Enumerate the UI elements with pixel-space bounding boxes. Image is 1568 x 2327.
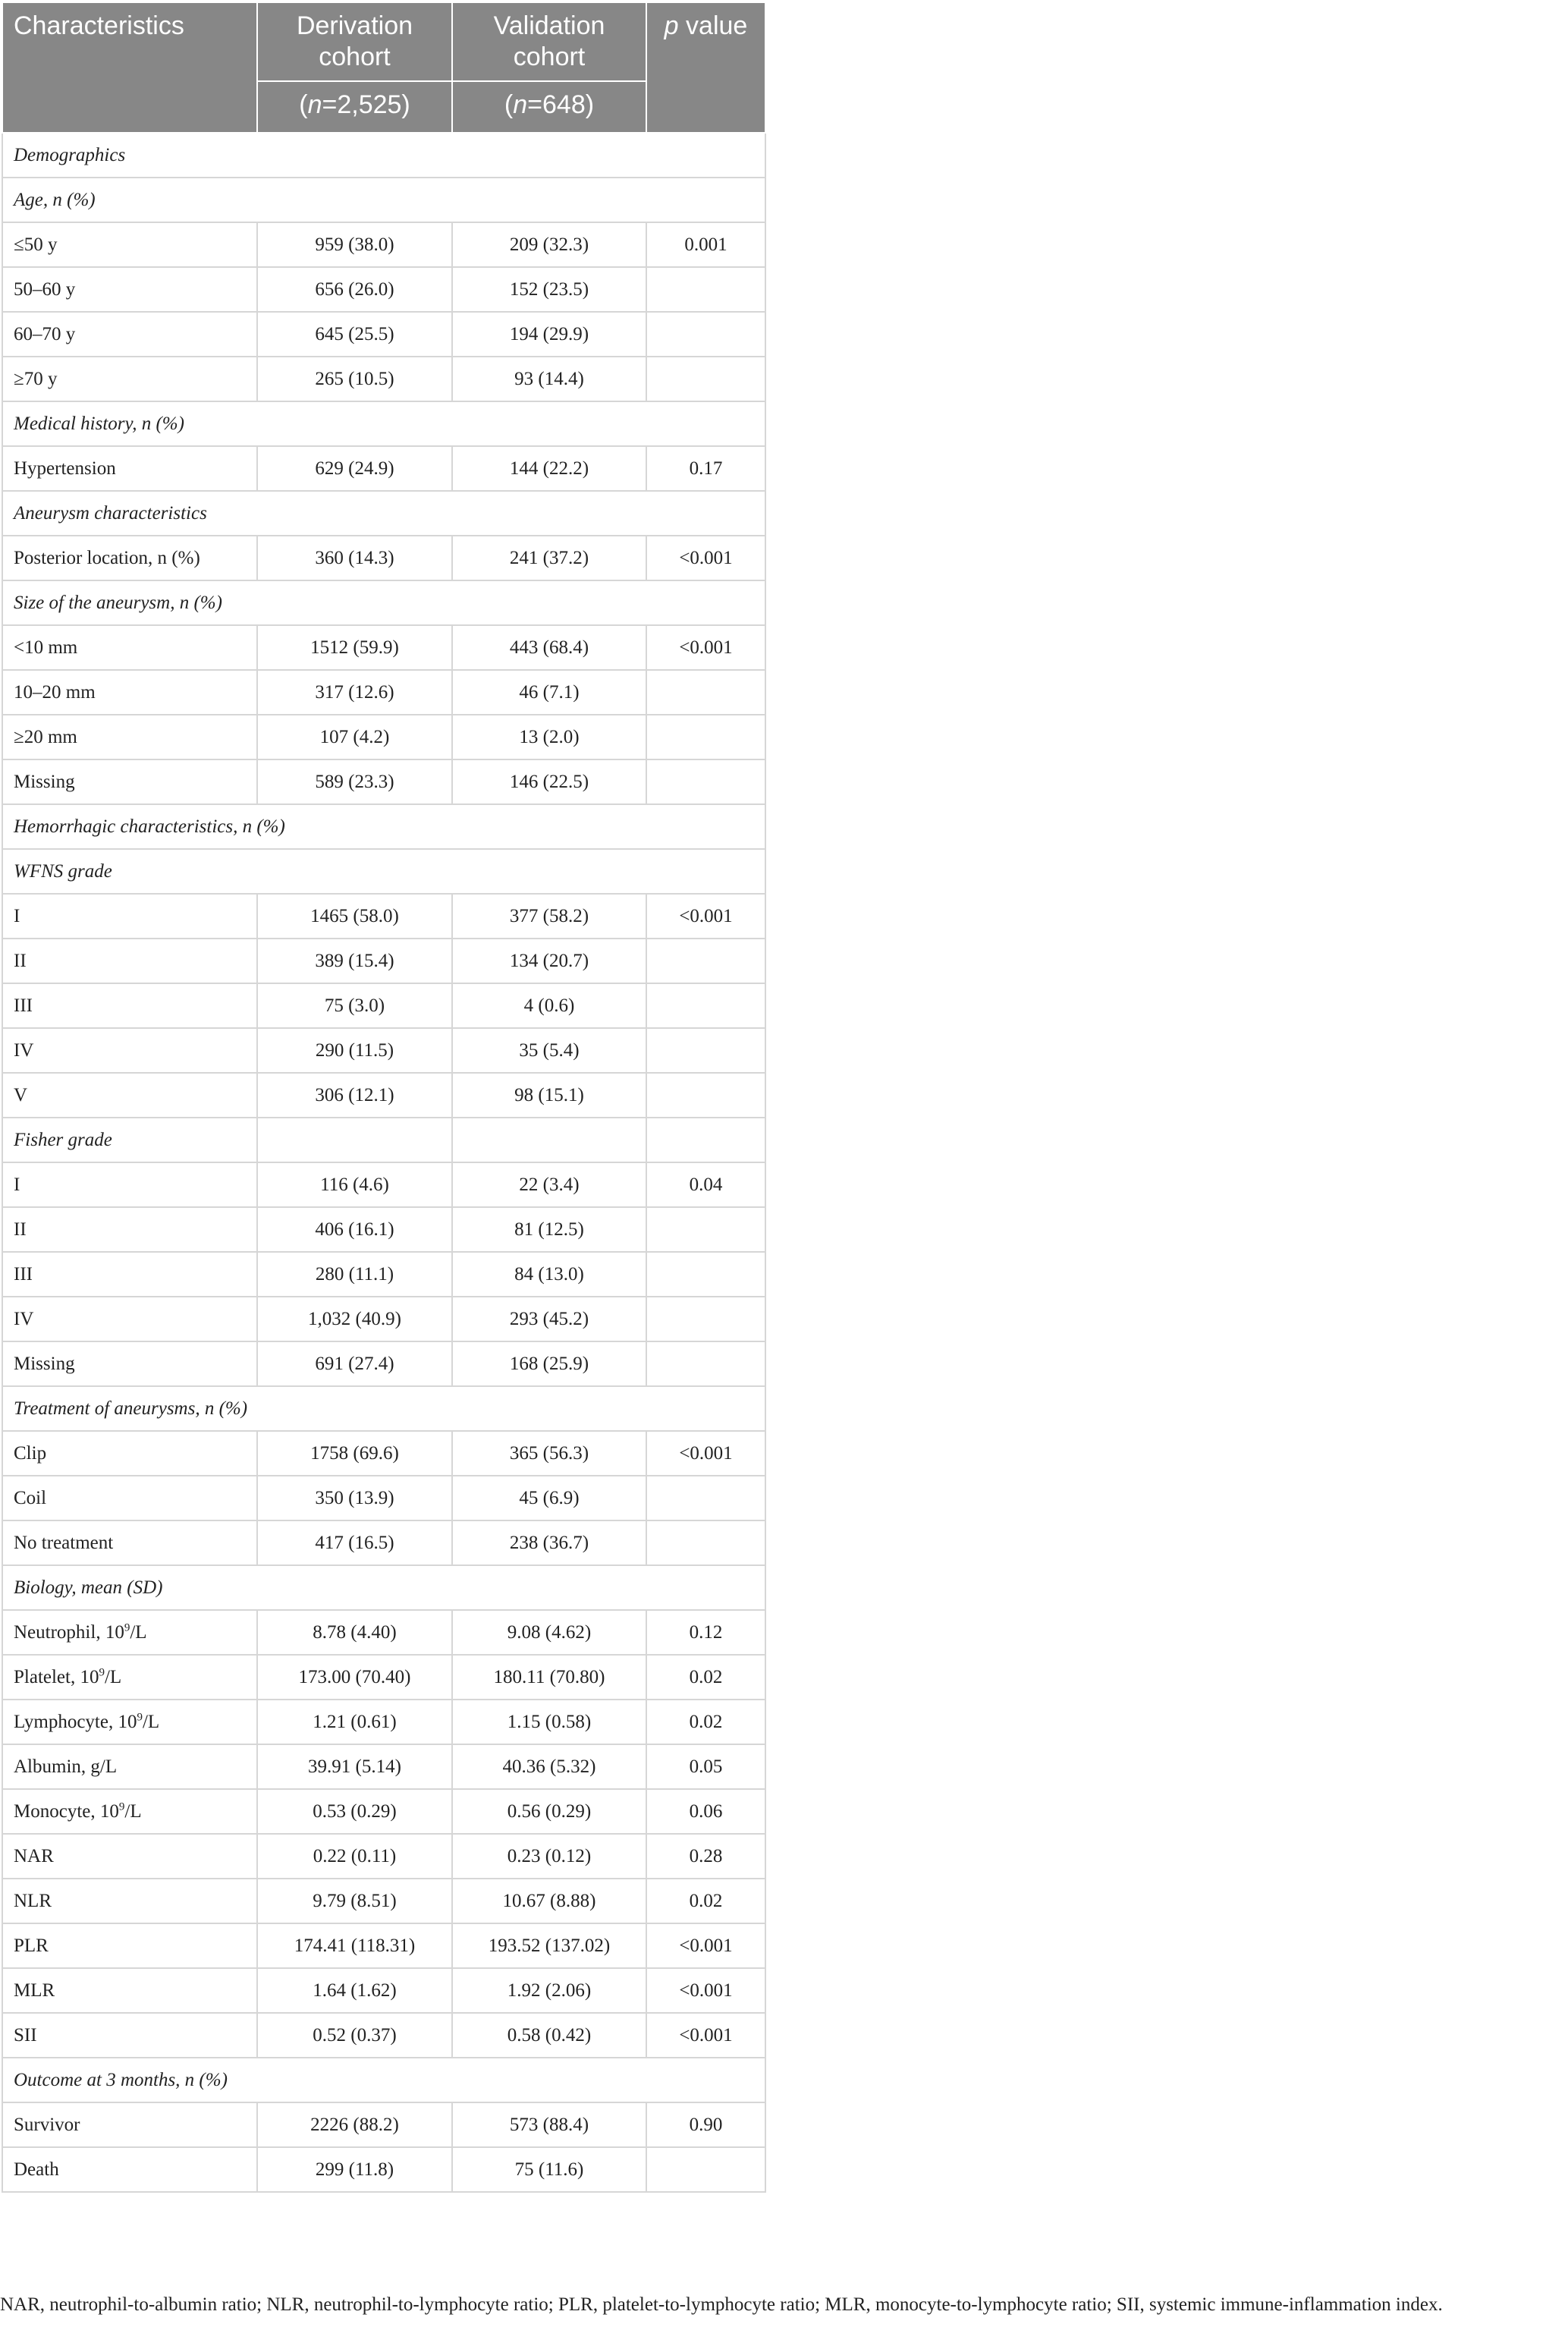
table-row xyxy=(2,1923,765,1968)
validation-cell: 152 (23.5) xyxy=(452,267,646,312)
p-value-cell xyxy=(646,1341,765,1386)
p-value-cell: 0.02 xyxy=(646,1655,765,1700)
row-label-text: Lymphocyte, 10 xyxy=(14,1711,137,1732)
row-label-text: Neutrophil, 10 xyxy=(14,1621,124,1643)
characteristics-table xyxy=(2,2,766,2193)
derivation-cell: 306 (12.1) xyxy=(257,1073,452,1118)
validation-cell: 9.08 (4.62) xyxy=(452,1610,646,1655)
row-label xyxy=(2,759,257,804)
p-value-cell: 0.90 xyxy=(646,2102,765,2147)
row-label xyxy=(2,1028,257,1073)
validation-cell: 98 (15.1) xyxy=(452,1073,646,1118)
p-value-cell xyxy=(646,759,765,804)
row-label-text: MLR xyxy=(14,1980,55,2001)
validation-cell: 45 (6.9) xyxy=(452,1476,646,1520)
row-label xyxy=(2,1834,257,1879)
validation-cell: 4 (0.6) xyxy=(452,983,646,1028)
p-value-cell xyxy=(646,1118,765,1162)
row-label xyxy=(2,983,257,1028)
header-characteristics: Characteristics xyxy=(2,2,257,133)
table-row xyxy=(2,1610,765,1655)
row-label xyxy=(2,939,257,983)
row-label-unit: /L xyxy=(130,1621,147,1643)
validation-cell xyxy=(452,1118,646,1162)
row-label-text: I xyxy=(14,905,20,926)
row-label-text: Coil xyxy=(14,1487,47,1508)
section-row xyxy=(2,804,765,849)
derivation-cell: 959 (38.0) xyxy=(257,222,452,267)
section-label: Biology, mean (SD) xyxy=(2,1565,765,1610)
row-label-text: V xyxy=(14,1084,28,1105)
derivation-cell: 299 (11.8) xyxy=(257,2147,452,2192)
table-row xyxy=(2,1520,765,1565)
row-label xyxy=(2,1879,257,1923)
validation-cell: 168 (25.9) xyxy=(452,1341,646,1386)
table-row xyxy=(2,1700,765,1744)
row-label-text: II xyxy=(14,1219,27,1240)
validation-cell: 46 (7.1) xyxy=(452,670,646,715)
table-row xyxy=(2,2147,765,2192)
table-row xyxy=(2,357,765,401)
table-row xyxy=(2,1789,765,1834)
derivation-cell: 0.53 (0.29) xyxy=(257,1789,452,1834)
table-row xyxy=(2,222,765,267)
derivation-cell: 645 (25.5) xyxy=(257,312,452,357)
row-label-text: I xyxy=(14,1174,20,1195)
validation-cell: 0.56 (0.29) xyxy=(452,1789,646,1834)
derivation-cell: 406 (16.1) xyxy=(257,1207,452,1252)
row-label xyxy=(2,1655,257,1700)
validation-cell: 0.58 (0.42) xyxy=(452,2013,646,2058)
table-row xyxy=(2,1297,765,1341)
section-label: Hemorrhagic characteristics, n (%) xyxy=(2,804,765,849)
section-label: WFNS grade xyxy=(2,849,765,894)
row-label xyxy=(2,2147,257,2192)
derivation-cell: 265 (10.5) xyxy=(257,357,452,401)
table-row xyxy=(2,1968,765,2013)
p-value-cell: 0.05 xyxy=(646,1744,765,1789)
p-value-cell xyxy=(646,1297,765,1341)
p-value-cell: 0.17 xyxy=(646,446,765,491)
derivation-cell: 1512 (59.9) xyxy=(257,625,452,670)
header-validation-n xyxy=(452,81,646,133)
p-value-cell: 0.28 xyxy=(646,1834,765,1879)
row-label xyxy=(2,1700,257,1744)
section-row xyxy=(2,2058,765,2102)
table-row xyxy=(2,1162,765,1207)
row-label-text: ≤50 y xyxy=(14,234,58,255)
row-label xyxy=(2,1744,257,1789)
p-value-cell xyxy=(646,715,765,759)
derivation-cell: 1,032 (40.9) xyxy=(257,1297,452,1341)
table-row xyxy=(2,983,765,1028)
validation-cell: 93 (14.4) xyxy=(452,357,646,401)
row-label xyxy=(2,267,257,312)
section-label: Size of the aneurysm, n (%) xyxy=(2,580,765,625)
row-label-text: II xyxy=(14,950,27,971)
n-symbol: n xyxy=(513,90,528,119)
row-label-text: IV xyxy=(14,1308,34,1329)
table-row xyxy=(2,267,765,312)
row-label xyxy=(2,1207,257,1252)
row-label xyxy=(2,1968,257,2013)
validation-cell: 209 (32.3) xyxy=(452,222,646,267)
validation-cell: 35 (5.4) xyxy=(452,1028,646,1073)
derivation-cell: 1465 (58.0) xyxy=(257,894,452,939)
section-label: Medical history, n (%) xyxy=(2,401,765,446)
row-label-text: ≥70 y xyxy=(14,368,58,389)
validation-cell: 22 (3.4) xyxy=(452,1162,646,1207)
table-row xyxy=(2,1879,765,1923)
validation-cell: 194 (29.9) xyxy=(452,312,646,357)
row-label xyxy=(2,1073,257,1118)
validation-cell: 238 (36.7) xyxy=(452,1520,646,1565)
validation-cell: 0.23 (0.12) xyxy=(452,1834,646,1879)
table-body xyxy=(2,133,765,2192)
header-derivation-cohort: Derivation cohort xyxy=(257,2,452,81)
table-row xyxy=(2,1341,765,1386)
derivation-cell: 656 (26.0) xyxy=(257,267,452,312)
table-row xyxy=(2,1431,765,1476)
derivation-cell: 1758 (69.6) xyxy=(257,1431,452,1476)
validation-cell: 10.67 (8.88) xyxy=(452,1879,646,1923)
table-footnote: NAR, neutrophil-to-albumin ratio; NLR, neutrophil-to-lymphocyte ratio; PLR, platelet-to-lymphocyte ratio; MLR, monocyte-to-lymphocyte ratio; SII, systemic immune-inflammation index. xyxy=(0,2294,1443,2315)
row-label-text: Hypertension xyxy=(14,458,116,479)
p-value-cell: <0.001 xyxy=(646,894,765,939)
row-label-text: Death xyxy=(14,2159,59,2180)
row-label xyxy=(2,1476,257,1520)
row-label-text: SII xyxy=(14,2024,37,2046)
validation-cell: 377 (58.2) xyxy=(452,894,646,939)
row-label xyxy=(2,2102,257,2147)
row-label-text: NLR xyxy=(14,1890,52,1911)
n-symbol: n xyxy=(307,90,322,119)
validation-cell: 40.36 (5.32) xyxy=(452,1744,646,1789)
section-row xyxy=(2,1118,765,1162)
row-label-text: Clip xyxy=(14,1442,47,1464)
row-label xyxy=(2,1252,257,1297)
derivation-cell xyxy=(257,1118,452,1162)
derivation-cell: 389 (15.4) xyxy=(257,939,452,983)
n-count: =2,525) xyxy=(322,90,410,119)
table-row xyxy=(2,894,765,939)
table-row xyxy=(2,1028,765,1073)
validation-cell: 1.92 (2.06) xyxy=(452,1968,646,2013)
validation-cell: 134 (20.7) xyxy=(452,939,646,983)
row-label-exponent: 9 xyxy=(124,1621,130,1634)
table-row xyxy=(2,939,765,983)
derivation-cell: 173.00 (70.40) xyxy=(257,1655,452,1700)
row-label-text: Survivor xyxy=(14,2114,80,2135)
validation-cell: 293 (45.2) xyxy=(452,1297,646,1341)
table-row xyxy=(2,2013,765,2058)
row-label xyxy=(2,1297,257,1341)
row-label-text: PLR xyxy=(14,1935,49,1956)
row-label xyxy=(2,670,257,715)
section-label: Demographics xyxy=(2,133,765,178)
validation-cell: 13 (2.0) xyxy=(452,715,646,759)
derivation-cell: 317 (12.6) xyxy=(257,670,452,715)
p-value-cell xyxy=(646,1028,765,1073)
derivation-cell: 629 (24.9) xyxy=(257,446,452,491)
table-row xyxy=(2,1655,765,1700)
section-label: Aneurysm characteristics xyxy=(2,491,765,536)
header-row xyxy=(2,2,765,81)
row-label-text: No treatment xyxy=(14,1532,114,1553)
row-label-unit: /L xyxy=(124,1800,142,1822)
row-label xyxy=(2,1341,257,1386)
row-label-exponent: 9 xyxy=(137,1711,143,1724)
row-label xyxy=(2,1520,257,1565)
table-header xyxy=(2,2,765,133)
p-value-cell: <0.001 xyxy=(646,1431,765,1476)
validation-cell: 241 (37.2) xyxy=(452,536,646,580)
section-row xyxy=(2,1386,765,1431)
table-row xyxy=(2,715,765,759)
validation-cell: 365 (56.3) xyxy=(452,1431,646,1476)
table-row xyxy=(2,1834,765,1879)
p-value-cell xyxy=(646,1207,765,1252)
row-label xyxy=(2,2013,257,2058)
header-validation-cohort: Validation cohort xyxy=(452,2,646,81)
p-value-cell: 0.04 xyxy=(646,1162,765,1207)
row-label-text: Albumin, g/L xyxy=(14,1756,118,1777)
section-row xyxy=(2,580,765,625)
derivation-cell: 2226 (88.2) xyxy=(257,2102,452,2147)
section-label: Outcome at 3 months, n (%) xyxy=(2,2058,765,2102)
row-label-text: NAR xyxy=(14,1845,54,1866)
validation-cell: 84 (13.0) xyxy=(452,1252,646,1297)
p-value-cell: <0.001 xyxy=(646,1923,765,1968)
p-value-cell: 0.02 xyxy=(646,1879,765,1923)
row-label-text: IV xyxy=(14,1039,34,1061)
row-label xyxy=(2,1162,257,1207)
table-row xyxy=(2,1207,765,1252)
section-label: Fisher grade xyxy=(2,1118,257,1162)
derivation-cell: 174.41 (118.31) xyxy=(257,1923,452,1968)
p-value-cell xyxy=(646,1476,765,1520)
table-row xyxy=(2,759,765,804)
row-label xyxy=(2,1431,257,1476)
derivation-cell: 350 (13.9) xyxy=(257,1476,452,1520)
section-row xyxy=(2,401,765,446)
p-value-cell xyxy=(646,1520,765,1565)
p-value-cell xyxy=(646,267,765,312)
section-row xyxy=(2,178,765,222)
validation-cell: 75 (11.6) xyxy=(452,2147,646,2192)
row-label-unit: /L xyxy=(104,1666,122,1687)
header-p-value xyxy=(646,2,765,133)
validation-cell: 573 (88.4) xyxy=(452,2102,646,2147)
row-label-text: 60–70 y xyxy=(14,323,76,344)
row-label-text: Platelet, 10 xyxy=(14,1666,99,1687)
derivation-cell: 107 (4.2) xyxy=(257,715,452,759)
validation-cell: 144 (22.2) xyxy=(452,446,646,491)
row-label-text: III xyxy=(14,995,33,1016)
derivation-cell: 1.21 (0.61) xyxy=(257,1700,452,1744)
p-value-cell xyxy=(646,670,765,715)
validation-cell: 193.52 (137.02) xyxy=(452,1923,646,1968)
row-label xyxy=(2,625,257,670)
p-value-cell: 0.02 xyxy=(646,1700,765,1744)
characteristics-table-container xyxy=(2,2,765,2193)
table-row xyxy=(2,312,765,357)
row-label-text: Posterior location, n (%) xyxy=(14,547,200,568)
table-row xyxy=(2,1744,765,1789)
header-p-symbol: p xyxy=(664,11,679,40)
row-label-text: 50–60 y xyxy=(14,278,76,300)
p-value-cell xyxy=(646,357,765,401)
section-row xyxy=(2,1565,765,1610)
header-p-word: value xyxy=(678,11,748,40)
p-value-cell: 0.06 xyxy=(646,1789,765,1834)
p-value-cell: 0.12 xyxy=(646,1610,765,1655)
row-label-exponent: 9 xyxy=(99,1666,105,1679)
section-row xyxy=(2,849,765,894)
table-row xyxy=(2,1476,765,1520)
p-value-cell xyxy=(646,312,765,357)
row-label-exponent: 9 xyxy=(118,1800,125,1813)
row-label xyxy=(2,1610,257,1655)
p-value-cell: <0.001 xyxy=(646,536,765,580)
derivation-cell: 360 (14.3) xyxy=(257,536,452,580)
derivation-cell: 0.52 (0.37) xyxy=(257,2013,452,2058)
row-label xyxy=(2,446,257,491)
derivation-cell: 8.78 (4.40) xyxy=(257,1610,452,1655)
validation-cell: 443 (68.4) xyxy=(452,625,646,670)
p-value-cell: <0.001 xyxy=(646,1968,765,2013)
row-label-unit: /L xyxy=(142,1711,160,1732)
derivation-cell: 9.79 (8.51) xyxy=(257,1879,452,1923)
row-label-text: Missing xyxy=(14,1353,75,1374)
p-value-cell xyxy=(646,1252,765,1297)
section-label: Age, n (%) xyxy=(2,178,765,222)
row-label xyxy=(2,312,257,357)
row-label-text: Missing xyxy=(14,771,75,792)
table-row xyxy=(2,670,765,715)
row-label xyxy=(2,1789,257,1834)
p-value-cell: <0.001 xyxy=(646,2013,765,2058)
row-label-text: ≥20 mm xyxy=(14,726,77,747)
n-open-paren: ( xyxy=(504,90,514,119)
row-label-text: <10 mm xyxy=(14,637,78,658)
p-value-cell xyxy=(646,2147,765,2192)
p-value-cell xyxy=(646,983,765,1028)
row-label xyxy=(2,357,257,401)
table-row xyxy=(2,1073,765,1118)
table-row xyxy=(2,1252,765,1297)
row-label-text: III xyxy=(14,1263,33,1285)
derivation-cell: 116 (4.6) xyxy=(257,1162,452,1207)
derivation-cell: 290 (11.5) xyxy=(257,1028,452,1073)
derivation-cell: 280 (11.1) xyxy=(257,1252,452,1297)
row-label xyxy=(2,894,257,939)
section-label: Treatment of aneurysms, n (%) xyxy=(2,1386,765,1431)
table-row xyxy=(2,536,765,580)
table-row xyxy=(2,2102,765,2147)
validation-cell: 1.15 (0.58) xyxy=(452,1700,646,1744)
section-row xyxy=(2,491,765,536)
table-row xyxy=(2,446,765,491)
n-count: =648) xyxy=(527,90,595,119)
validation-cell: 146 (22.5) xyxy=(452,759,646,804)
row-label-text: 10–20 mm xyxy=(14,681,96,703)
p-value-cell xyxy=(646,939,765,983)
row-label xyxy=(2,222,257,267)
n-open-paren: ( xyxy=(299,90,308,119)
p-value-cell: 0.001 xyxy=(646,222,765,267)
table-row xyxy=(2,625,765,670)
row-label xyxy=(2,715,257,759)
row-label-text: Monocyte, 10 xyxy=(14,1800,119,1822)
derivation-cell: 39.91 (5.14) xyxy=(257,1744,452,1789)
derivation-cell: 1.64 (1.62) xyxy=(257,1968,452,2013)
header-derivation-n xyxy=(257,81,452,133)
derivation-cell: 691 (27.4) xyxy=(257,1341,452,1386)
p-value-cell: <0.001 xyxy=(646,625,765,670)
derivation-cell: 0.22 (0.11) xyxy=(257,1834,452,1879)
validation-cell: 180.11 (70.80) xyxy=(452,1655,646,1700)
validation-cell: 81 (12.5) xyxy=(452,1207,646,1252)
section-row xyxy=(2,133,765,178)
derivation-cell: 417 (16.5) xyxy=(257,1520,452,1565)
row-label xyxy=(2,536,257,580)
derivation-cell: 589 (23.3) xyxy=(257,759,452,804)
derivation-cell: 75 (3.0) xyxy=(257,983,452,1028)
row-label xyxy=(2,1923,257,1968)
p-value-cell xyxy=(646,1073,765,1118)
